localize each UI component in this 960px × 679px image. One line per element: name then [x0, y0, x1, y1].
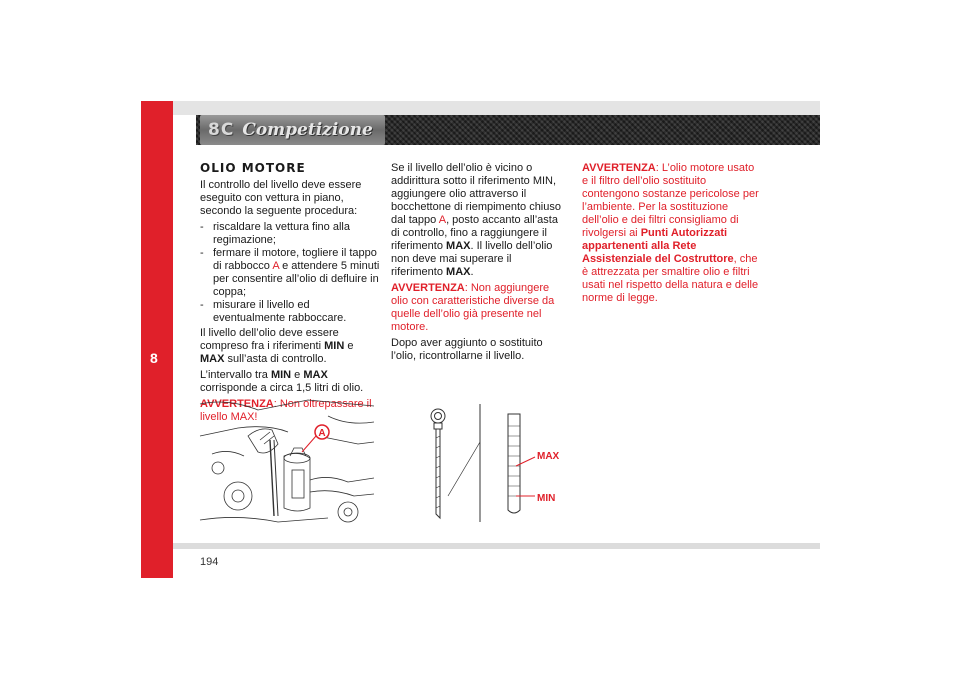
warning-text: : L’olio motore usato e il filtro dell’olio sostituito contengono sostanze pericolose per l’ambiente. Per la sostituzione dell’olio e dei filtri consigliamo di rivolgersi ai [582, 162, 759, 239]
warning-text: : Non oltrepassare il livello MAX! [200, 398, 372, 423]
warning-label: AVVERTENZA [200, 398, 274, 410]
max-ref: MAX [303, 369, 328, 381]
warning-text: : Non aggiungere olio con caratteristiche diverse da quelle dell’olio già presente nel motore. [391, 282, 555, 333]
min-marker-label: MIN [537, 493, 556, 504]
recheck-paragraph: Dopo aver aggiunto o sostituito l’olio, ricontrollarne il livello. [391, 337, 543, 362]
text-run: . [470, 266, 474, 278]
column-1 [200, 162, 380, 427]
column-2 [391, 162, 566, 366]
text-run: L’intervallo tra [200, 369, 271, 381]
chapter-number: 8 [150, 350, 158, 366]
min-ref: MIN [324, 340, 345, 352]
text-run: e [344, 340, 354, 352]
warning-label: AVVERTENZA [391, 282, 465, 294]
max-ref: MAX [200, 353, 225, 365]
environment-warning [582, 162, 762, 305]
warning-label: AVVERTENZA [582, 162, 656, 174]
list-item [200, 247, 380, 299]
min-ref: MIN [270, 369, 292, 381]
warning-paragraph [391, 282, 566, 334]
text-run: sull’asta di controllo. [224, 353, 327, 365]
section-title: OLIO MOTORE [200, 161, 306, 175]
top-strip [173, 101, 820, 115]
chapter-side-tab [141, 101, 173, 578]
text-run: e [291, 369, 304, 381]
reference-a: A [438, 214, 447, 226]
text-run: . Il livello dell’olio non deve mai superare il riferimento [391, 240, 553, 278]
max-marker-label: MAX [537, 451, 560, 462]
column-3 [582, 162, 762, 308]
max-ref: MAX [446, 266, 471, 278]
dipstick-illustration [420, 404, 565, 524]
list-item [200, 221, 380, 247]
authorized-network: Punti Autorizzati appartenenti alla Rete Assistenziale del Costruttore [582, 227, 734, 265]
list-item [200, 299, 380, 325]
refill-paragraph [391, 162, 566, 279]
text-run: Se il livello dell’olio è vicino o addirittura sotto il riferimento MIN, aggiungere olio attraverso il bocchettone di riempimento chiuso dal tappo [391, 162, 561, 226]
callout-a-label: A [318, 428, 326, 439]
logo-model: 8C [208, 120, 235, 140]
level-paragraph [200, 327, 380, 366]
interval-paragraph [200, 369, 380, 395]
page-number: 194 [200, 556, 219, 568]
text-run: , posto accanto all’asta di controllo, fino a raggiungere il riferimento [391, 214, 558, 252]
intro-paragraph: Il controllo del livello deve essere eseguito con vettura in piano, secondo la seguente procedura: [200, 179, 362, 217]
bottom-strip [173, 543, 820, 549]
max-ref: MAX [446, 240, 471, 252]
warning-text: , che è attrezzata per smaltire olio e filtri usati nel rispetto della natura e delle norme di legge. [582, 253, 759, 304]
step-text: riscaldare la vettura fino alla regimazione; [213, 221, 350, 246]
engine-bay-illustration [198, 396, 374, 526]
step-text: fermare il motore, togliere il tappo di rabbocco [213, 247, 377, 272]
text-run: corrisponde a circa 1,5 litri di olio. [200, 382, 364, 394]
text-run: Il livello dell’olio deve essere compreso fra i riferimenti [200, 327, 339, 352]
procedure-list [200, 221, 380, 325]
reference-a: A [272, 260, 280, 272]
step-text: e attendere 5 minuti per consentire all’olio di defluire in coppa; [213, 260, 380, 298]
brand-logo [200, 115, 385, 145]
logo-wordmark: Competizione [242, 120, 373, 140]
step-text: misurare il livello ed eventualmente rabboccare. [213, 299, 347, 324]
